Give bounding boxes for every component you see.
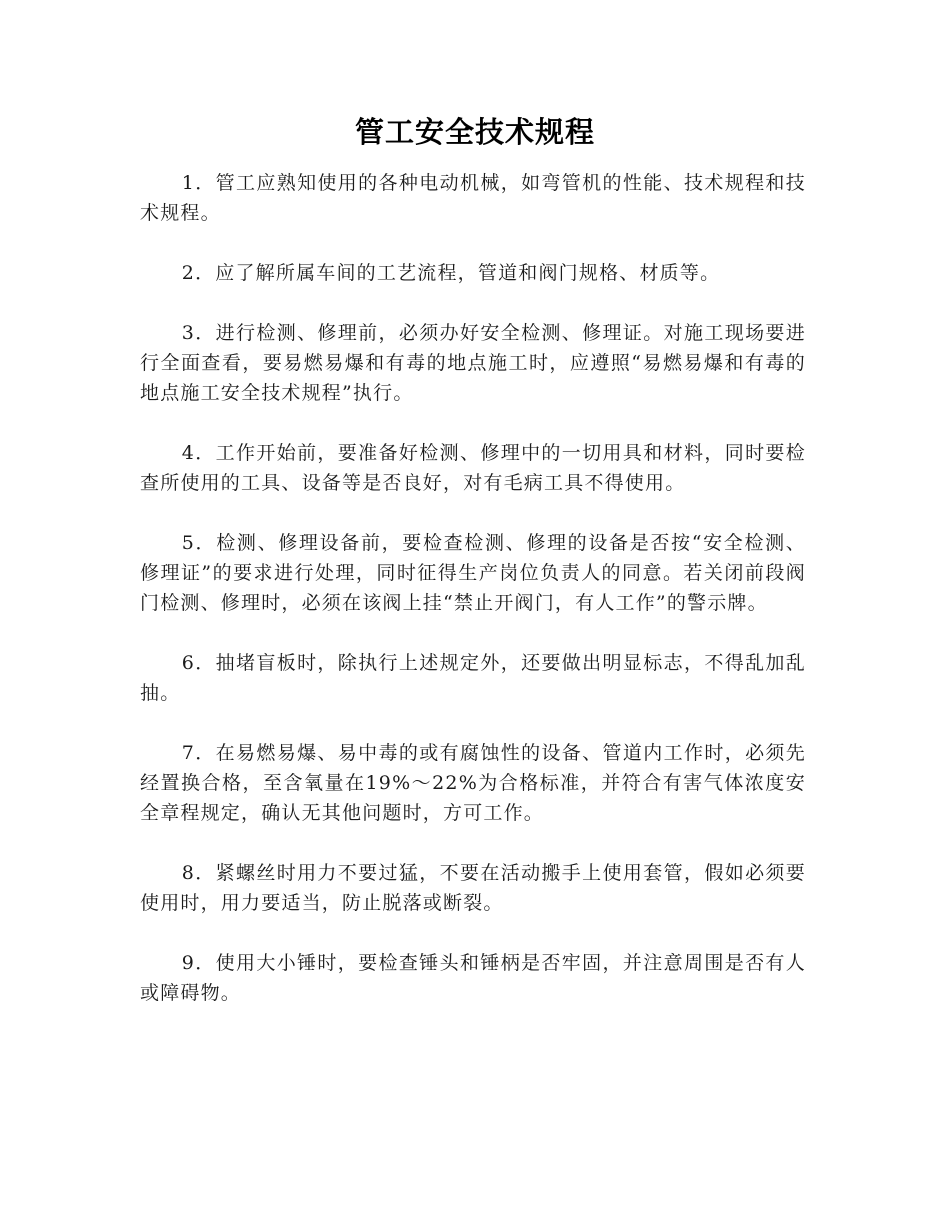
paragraph-8: 8．紧螺丝时用力不要过猛，不要在活动搬手上使用套管，假如必须要使用时，用力要适当，防止脱落或断裂。 (140, 862, 806, 914)
document-body (140, 168, 806, 1038)
paragraph-1: 1．管工应熟知使用的各种电动机械，如弯管机的性能、技术规程和技术规程。 (140, 172, 806, 224)
paragraph-5: 5．检测、修理设备前，要检查检测、修理的设备是否按“安全检测、修理证”的要求进行处理，同时征得生产岗位负责人的同意。若关闭前段阀门检测、修理时，必须在该阀上挂“禁止开阀门，有人工作”的警示牌。 (140, 532, 806, 614)
paragraph-4: 4．工作开始前，要准备好检测、修理中的一切用具和材料，同时要检查所使用的工具、设备等是否良好，对有毛病工具不得使用。 (140, 442, 806, 494)
paragraph-3: 3．进行检测、修理前，必须办好安全检测、修理证。对施工现场要进行全面查看，要易燃易爆和有毒的地点施工时，应遵照“易燃易爆和有毒的地点施工安全技术规程”执行。 (140, 322, 806, 404)
paragraph-9: 9．使用大小锤时，要检查锤头和锤柄是否牢固，并注意周围是否有人或障碍物。 (140, 952, 806, 1004)
document-title: 管工安全技术规程 (354, 115, 595, 149)
paragraph-7: 7．在易燃易爆、易中毒的或有腐蚀性的设备、管道内工作时，必须先经置换合格，至含氧量在19%～22%为合格标准，并符合有害气体浓度安全章程规定，确认无其他问题时，方可工作。 (140, 742, 806, 824)
paragraph-2: 2．应了解所属车间的工艺流程，管道和阀门规格、材质等。 (181, 262, 721, 284)
paragraph-6: 6．抽堵盲板时，除执行上述规定外，还要做出明显标志，不得乱加乱抽。 (140, 652, 806, 704)
